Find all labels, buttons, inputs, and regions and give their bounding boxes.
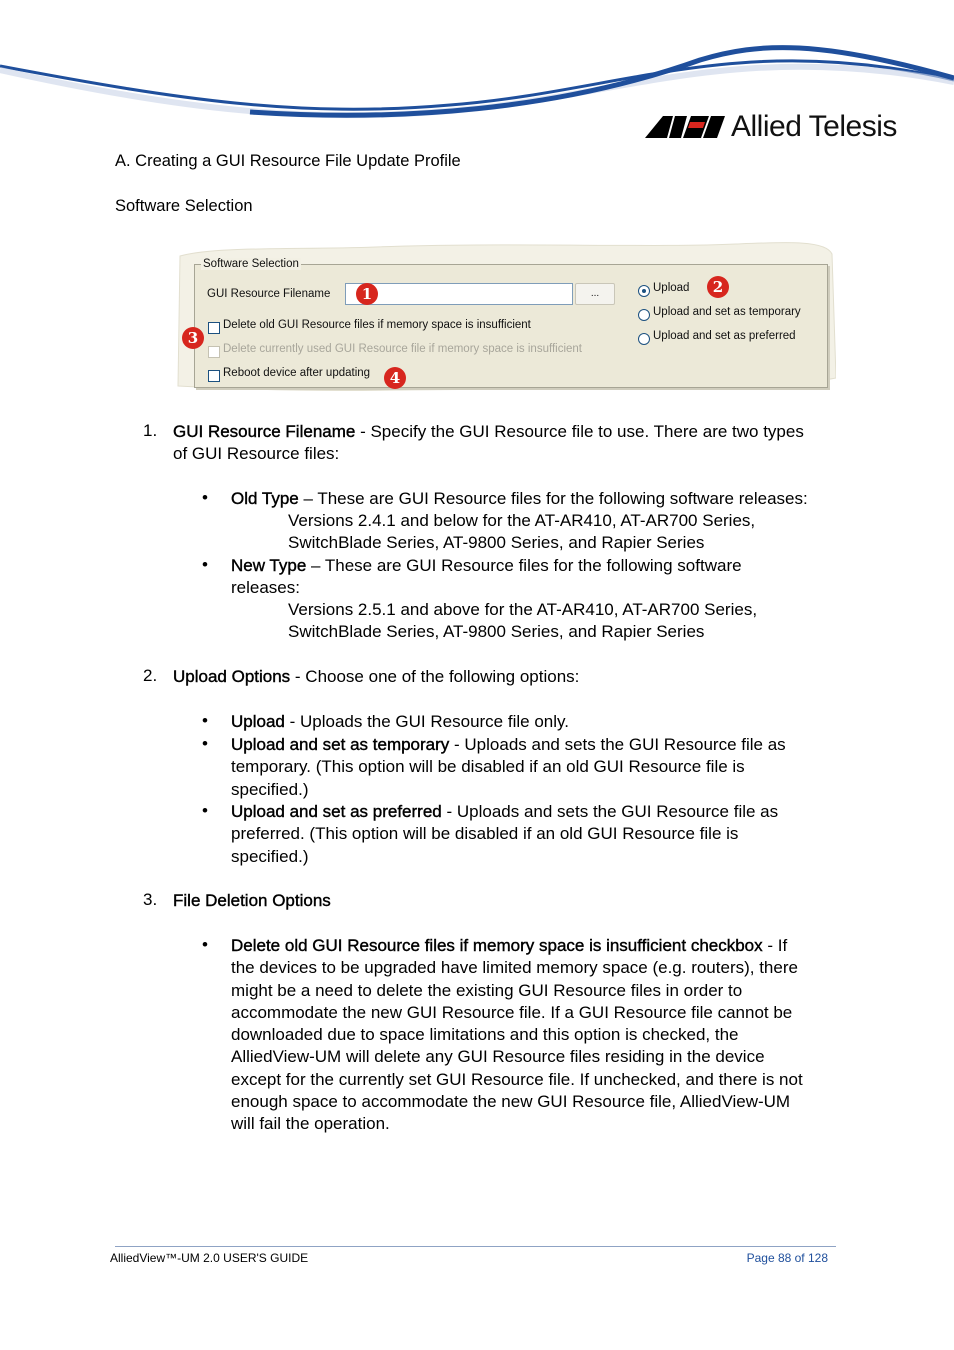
old-type-item: [231, 488, 808, 510]
bullet: •: [202, 935, 208, 954]
item-1-text: [173, 421, 804, 466]
subheading: Software Selection: [115, 197, 253, 215]
upload-radio-label: Upload: [653, 282, 690, 294]
group-title: Software Selection: [203, 258, 299, 270]
upload-preferred-desc-2: preferred. (This option will be disabled if an old GUI Resource file is: [231, 824, 739, 844]
upload-preferred-option: [231, 801, 778, 868]
callout-badge-1: 1: [356, 283, 378, 305]
delete-old-line: except for the currently set GUI Resource file. If unchecked, and there is not: [231, 1069, 803, 1089]
delete-old-line: enough space to accommodate the new GUI Resource file, AlliedView-UM: [231, 1092, 791, 1112]
filename-label: GUI Resource Filename: [207, 288, 331, 300]
item-3-text: [173, 890, 331, 912]
delete-old-label: Delete old GUI Resource files if memory space is insufficient: [223, 319, 531, 331]
delete-old-line: will fail the operation.: [231, 1114, 390, 1134]
item-3-title: File Deletion Options: [173, 891, 331, 910]
new-type-desc: – These are GUI Resource files for the following software: [306, 556, 742, 575]
logo-text: Allied Telesis: [731, 110, 897, 143]
section-heading: A. Creating a GUI Resource File Update Profile: [115, 152, 461, 170]
item-2-number: 2.: [143, 666, 158, 685]
item-3-number: 3.: [143, 890, 158, 909]
delete-old-checkbox[interactable]: [208, 322, 220, 334]
old-type-detail-2: SwitchBlade Series, AT-9800 Series, and Rapier Series: [288, 533, 705, 553]
browse-button[interactable]: ...: [575, 283, 615, 305]
delete-old-line: accommodate the new GUI Resource file. If a GUI Resource file cannot be: [231, 1002, 793, 1022]
delete-old-line: downloaded due to space limitations and this option is checked, the: [231, 1025, 739, 1045]
upload-option: [231, 711, 569, 733]
callout-badge-2: 2: [707, 276, 729, 298]
new-type-title: New Type: [231, 556, 307, 575]
upload-preferred-desc: - Uploads and sets the GUI Resource file as: [441, 802, 779, 821]
old-type-desc: – These are GUI Resource files for the following software releases:: [298, 489, 808, 508]
delete-old-option: [231, 935, 803, 1136]
upload-temporary-option: [231, 734, 786, 801]
bullet: •: [202, 734, 208, 753]
bullet: •: [202, 555, 208, 574]
item-2-desc: - Choose one of the following options:: [290, 667, 580, 686]
new-type-desc-2: releases:: [231, 578, 300, 598]
bullet: •: [202, 488, 208, 507]
delete-old-option-title: Delete old GUI Resource files if memory space is insufficient checkbox: [231, 936, 763, 955]
logo-mark-icon: [645, 114, 725, 140]
software-selection-screenshot: [176, 238, 836, 394]
upload-radio[interactable]: [638, 285, 650, 297]
filename-input[interactable]: [345, 283, 573, 305]
upload-preferred-desc-3: specified.): [231, 846, 309, 866]
delete-current-checkbox[interactable]: [208, 346, 220, 358]
upload-preferred-radio[interactable]: [638, 333, 650, 345]
new-type-item: [231, 555, 742, 600]
footer-title: AlliedView™-UM 2.0 USER'S GUIDE: [110, 1251, 309, 1265]
old-type-title: Old Type: [231, 489, 299, 508]
item-1-title: GUI Resource Filename: [173, 422, 356, 441]
item-1-number: 1.: [143, 421, 158, 440]
new-type-detail-2: SwitchBlade Series, AT-9800 Series, and Rapier Series: [288, 622, 705, 642]
callout-badge-3: 3: [182, 327, 204, 349]
upload-temporary-label: Upload and set as temporary: [653, 306, 801, 318]
upload-option-title: Upload: [231, 712, 285, 731]
upload-temporary-desc-2: temporary. (This option will be disabled if an old GUI Resource file is: [231, 757, 745, 777]
item-1-desc: - Specify the GUI Resource file to use. There are two types: [355, 422, 804, 441]
page-number: Page 88 of 128: [746, 1251, 828, 1265]
upload-preferred-title: Upload and set as preferred: [231, 802, 442, 821]
bullet: •: [202, 801, 208, 820]
upload-temporary-radio[interactable]: [638, 309, 650, 321]
old-type-detail-1: Versions 2.4.1 and below for the AT-AR410, AT-AR700 Series,: [288, 511, 756, 530]
allied-telesis-logo: [645, 110, 905, 146]
reboot-checkbox[interactable]: [208, 370, 220, 382]
new-type-details: [288, 599, 757, 644]
bullet: •: [202, 711, 208, 730]
delete-current-label: Delete currently used GUI Resource file if memory space is insufficient: [223, 343, 582, 355]
upload-temporary-desc: - Uploads and sets the GUI Resource file as: [449, 735, 786, 754]
item-2-text: [173, 666, 579, 688]
old-type-details: [288, 510, 755, 555]
software-selection-group: [194, 258, 828, 388]
delete-old-line: might be a need to delete the existing GUI Resource files in order to: [231, 980, 743, 1000]
delete-old-line: AlliedView-UM will delete any GUI Resource files residing in the device: [231, 1047, 765, 1067]
delete-old-line: the devices to be upgraded have limited memory space (e.g. routers), there: [231, 958, 798, 978]
delete-old-option-desc: - If: [762, 936, 788, 955]
upload-option-desc: - Uploads the GUI Resource file only.: [284, 712, 569, 731]
callout-badge-4: 4: [384, 367, 406, 389]
item-1-desc-2: of GUI Resource files:: [173, 444, 340, 464]
upload-temporary-desc-3: specified.): [231, 779, 309, 799]
reboot-label: Reboot device after updating: [223, 367, 371, 379]
upload-preferred-label: Upload and set as preferred: [653, 330, 796, 342]
footer-divider: [115, 1246, 836, 1247]
upload-temporary-title: Upload and set as temporary: [231, 735, 450, 754]
new-type-detail-1: Versions 2.5.1 and above for the AT-AR410, AT-AR700 Series,: [288, 600, 758, 619]
item-2-title: Upload Options: [173, 667, 291, 686]
